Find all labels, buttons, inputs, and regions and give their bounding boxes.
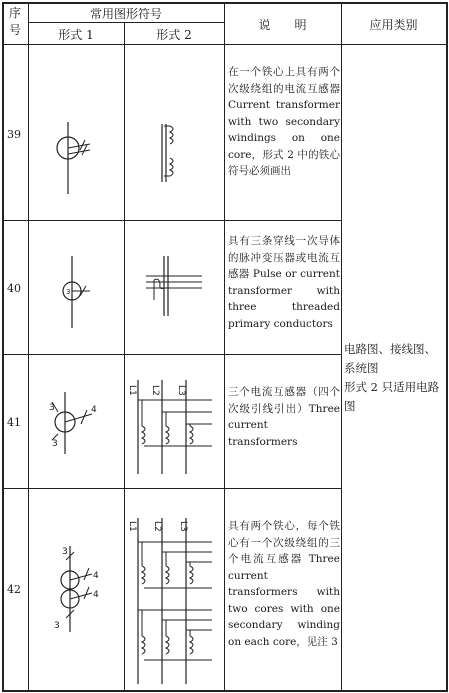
header-category: 应用类别 bbox=[369, 18, 418, 32]
header-form2: 形式 2 bbox=[156, 28, 192, 42]
row-number: 42 bbox=[7, 583, 21, 596]
category-line-1: 电路图、接线图、系统图 bbox=[344, 342, 436, 375]
desc-col-line bbox=[341, 2, 342, 692]
header-inner-line bbox=[28, 22, 224, 23]
symbol-42-form2 bbox=[124, 488, 224, 690]
svg-text:3: 3 bbox=[66, 288, 71, 296]
table-right-border bbox=[446, 2, 448, 692]
row-description: 在一个铁心上具有两个次级绕组的电流互感器 Current transformer with two secondary windings on one core，形式 2 中的铁心符号必须画出 bbox=[228, 66, 340, 177]
symbol-39-form1 bbox=[28, 44, 124, 220]
symbol-40-form1 bbox=[28, 220, 124, 354]
header-desc: 说 明 bbox=[258, 18, 307, 32]
header-form1: 形式 1 bbox=[58, 28, 94, 42]
symbol-41-form1 bbox=[28, 354, 124, 488]
label-4: 4 bbox=[93, 571, 99, 581]
symbol-42-form1 bbox=[28, 488, 124, 690]
label-3: 3 bbox=[52, 439, 58, 449]
label-l2: L2 bbox=[152, 521, 162, 532]
label-l3: L3 bbox=[178, 521, 188, 532]
header-seq: 序号 bbox=[8, 6, 21, 37]
row-number: 39 bbox=[7, 128, 21, 141]
label-3: 3 bbox=[49, 403, 55, 413]
label-l1: L1 bbox=[127, 521, 137, 532]
row-number: 41 bbox=[7, 416, 21, 429]
header-symbol: 常用图形符号 bbox=[89, 7, 162, 21]
row-description: 具有两个铁心，每个铁心有一个次级绕组的三个电流互感器 Three current transformers with two cores with one secondary winding on each core，见注 3 bbox=[228, 520, 340, 648]
symbol-39-form2 bbox=[124, 44, 224, 220]
label-l2: L2 bbox=[150, 385, 160, 396]
label-3: 3 bbox=[62, 547, 68, 557]
row-description: 具有三条穿线一次导体的脉冲变压器或电流互感器 Pulse or current transformer with three threaded primary conductors bbox=[228, 235, 340, 330]
symbol-40-form2 bbox=[124, 220, 224, 354]
label-l1: L1 bbox=[127, 385, 137, 396]
category-line-2: 形式 2 只适用电路图 bbox=[344, 380, 440, 413]
label-4: 4 bbox=[91, 405, 97, 415]
label-3: 3 bbox=[54, 621, 60, 631]
row-number: 40 bbox=[7, 282, 21, 295]
row-description: 三个电流互感器（四个次级引线引出）Three current transformers bbox=[228, 386, 340, 448]
symbol-41-form2 bbox=[124, 354, 224, 488]
label-l3: L3 bbox=[176, 385, 186, 396]
label-4: 4 bbox=[93, 590, 99, 600]
symbol-col-line bbox=[224, 2, 225, 692]
